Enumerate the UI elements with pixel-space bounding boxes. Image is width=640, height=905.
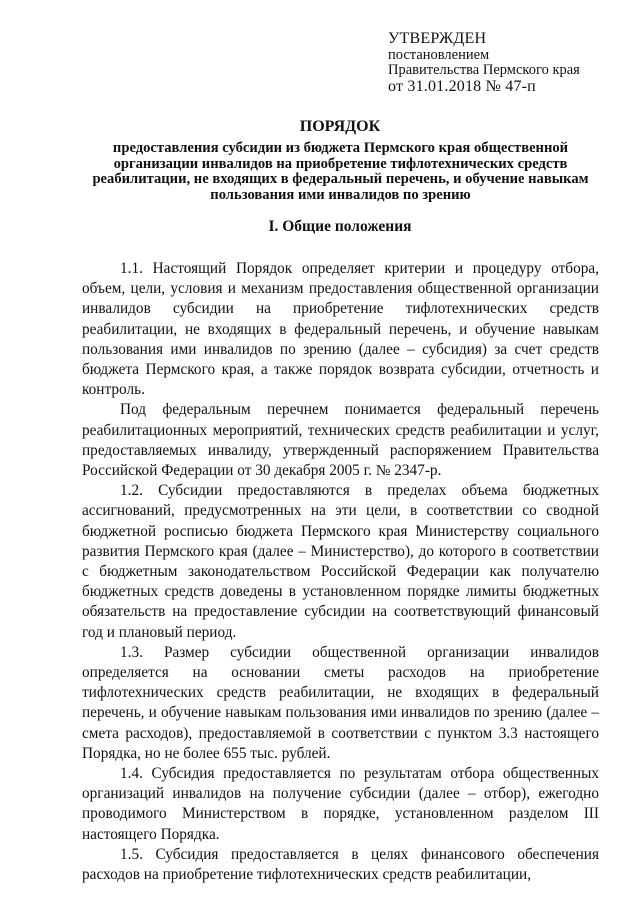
paragraph-1-3: 1.3. Размер субсидии общественной организации инвалидов определяется на основании сметы расходов на приобретение тифлотехнических средств реабилитации, не входящих в федеральный перечень, и обучение навыкам пользования ими инвалидов по зрению (далее – смета расходов), предоставляемой в соответствии с пунктом 3.3 настоящего Порядка, но не более 655 тыс. рублей. bbox=[82, 643, 599, 762]
approval-line-3: от 31.01.2018 № 47-п bbox=[388, 78, 536, 95]
approval-line-1: постановлением bbox=[388, 47, 490, 63]
approval-stamp bbox=[388, 30, 618, 96]
document-title: ПОРЯДОК bbox=[299, 118, 381, 135]
document-body bbox=[82, 259, 599, 885]
section-heading: I. Общие положения bbox=[268, 218, 412, 235]
document-subtitle: предоставления субсидии из бюджета Пермского края общественной организации инвалидов на приобретение тифлотехнических средств реабилитации, не входящих в федеральный перечень, и обучение навыкам пользования ими инвалидов по зрению bbox=[92, 140, 589, 203]
paragraph-1-4: 1.4. Субсидия предоставляется по результатам отбора общественных организаций инвалидов на получение субсидии (далее – отбор), ежегодно проводимого Министерством в порядке, установленном разделом III настоящего Порядка. bbox=[82, 765, 599, 843]
paragraph-1-5: 1.5. Субсидия предоставляется в целях финансового обеспечения расходов на приобретение тифлотехнических средств реабилитации, bbox=[82, 845, 599, 884]
paragraph-1-2: 1.2. Субсидии предоставляются в пределах объема бюджетных ассигнований, предусмотренных на эти цели, в соответствии со сводной бюджетной росписью бюджета Пермского края Министерству социального развития Пермского края (далее – Министерство), до которого в соответствии с бюджетным законодательством Российской Федерации как получателю бюджетных средств доведены в установленном порядке лимиты бюджетных обязательств на предоставление субсидии на соответствующий финансовый год и плановый период. bbox=[82, 482, 599, 641]
paragraph-1-1: 1.1. Настоящий Порядок определяет критерии и процедуру отбора, объем, цели, условия и механизм предоставления общественной организации инвалидов субсидии на приобретение тифлотехнических средств реабилитации, не входящих в федеральный перечень, и обучение навыкам пользования ими инвалидов по зрению (далее – субсидия) за счет средств бюджета Пермского края, а также порядок возврата субсидии, отчетность и контроль. bbox=[82, 260, 599, 399]
paragraph-federal-list: Под федеральным перечнем понимается федеральный перечень реабилитационных мероприятий, технических средств реабилитации и услуг, предоставляемых инвалиду, утвержденный распоряжением Правительства Российской Федерации от 30 декабря 2005 г. № 2347-р. bbox=[82, 401, 599, 480]
approval-line-2: Правительства Пермского края bbox=[388, 62, 580, 78]
approval-status: УТВЕРЖДЕН bbox=[388, 30, 487, 47]
